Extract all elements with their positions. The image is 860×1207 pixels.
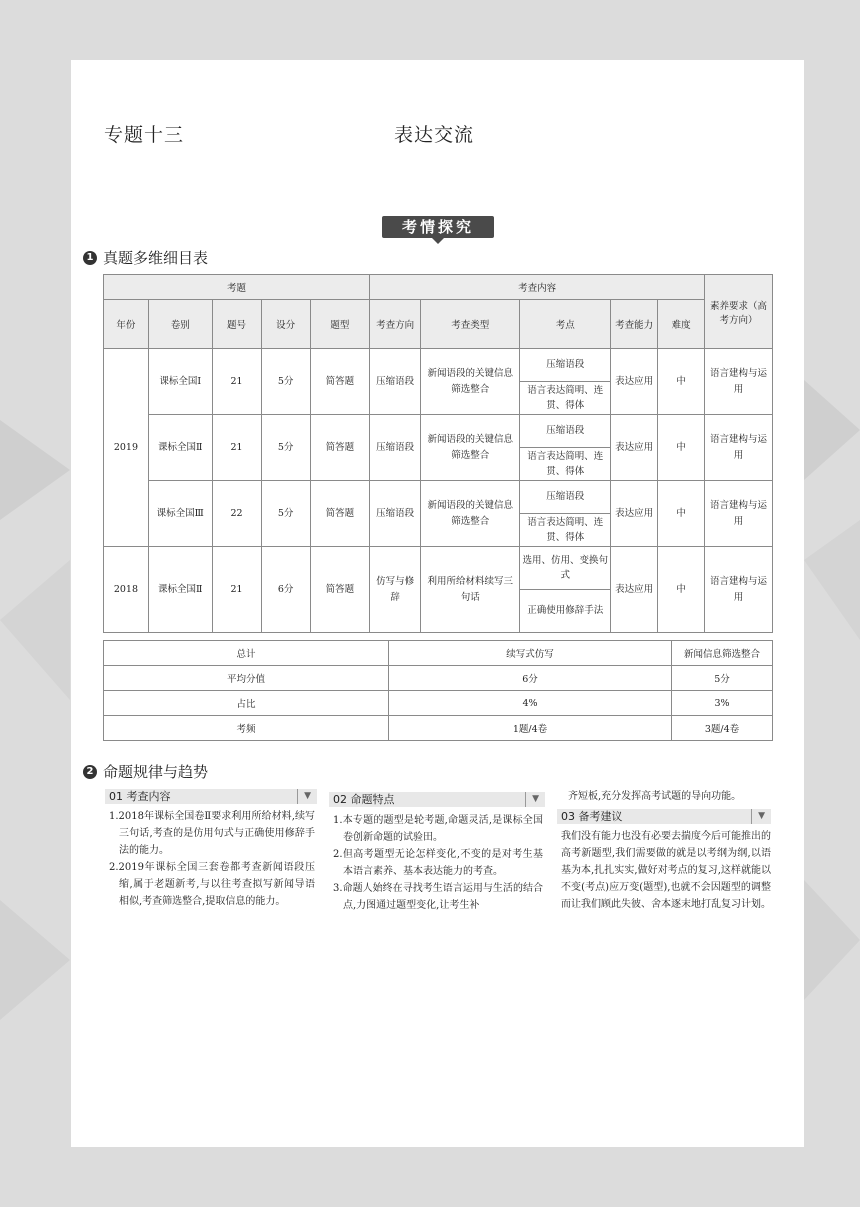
- header-type: 题型: [310, 300, 369, 349]
- triangle-down-icon: ▼: [297, 789, 311, 804]
- list-item: 2.2019年课标全国三套卷都考查新闻语段压缩,属于老题新考,与以往考查拟写新闻导语相似,考查筛选整合,提取信息的能力。: [109, 862, 315, 907]
- page-title: 表达交流: [394, 124, 475, 146]
- header-year: 年份: [104, 300, 149, 349]
- subsection-title: 考查内容: [126, 790, 171, 803]
- summary-row: [104, 691, 773, 716]
- summary-row: [104, 666, 773, 691]
- cell-score: 5分: [261, 481, 310, 547]
- topic-label: 专题十三: [104, 124, 185, 146]
- exam-detail-table: [103, 274, 773, 633]
- list-item: 2.但高考题型无论怎样变化,不变的是对考生基本语言素养、基本表达能力的考查。: [333, 849, 543, 877]
- cell-type: 简答题: [310, 481, 369, 547]
- summary-value: 续写式仿写: [389, 641, 672, 666]
- cell-no: 21: [212, 349, 261, 415]
- cell-no: 22: [212, 481, 261, 547]
- cell-score: 6分: [261, 547, 310, 633]
- cell-point: 语言表达简明、连贯、得体: [520, 514, 611, 547]
- cell-kind: 新闻语段的关键信息筛选整合: [421, 349, 520, 415]
- summary-value: 5分: [672, 666, 773, 691]
- section-number-badge: 1: [83, 251, 97, 265]
- subsection-number: 02: [333, 793, 347, 806]
- header-points: 考点: [520, 300, 611, 349]
- cell-difficulty: 中: [658, 349, 705, 415]
- subsection-02-body: [333, 812, 543, 914]
- cell-year: 2018: [104, 547, 149, 633]
- cell-direction: 仿写与修辞: [370, 547, 421, 633]
- table-row: [104, 481, 773, 514]
- summary-value: 3题/4卷: [672, 716, 773, 741]
- header-direction: 考查方向: [370, 300, 421, 349]
- cell-ability: 表达应用: [611, 349, 658, 415]
- cell-no: 21: [212, 547, 261, 633]
- group-header-exam: 考题: [104, 275, 370, 300]
- cell-point: 压缩语段: [520, 481, 611, 514]
- cell-type: 简答题: [310, 547, 369, 633]
- cell-quality: 语言建构与运用: [705, 415, 773, 481]
- cell-score: 5分: [261, 415, 310, 481]
- cell-year: 2019: [104, 349, 149, 547]
- subsection-03-body: 我们没有能力也没有必要去揣度今后可能推出的高考新题型,我们需要做的就是以考纲为纲,以语基为本,扎扎实实,做好对考点的复习,这样就能以不变(考点)应万变(题型),也就不会因题型的调整而让我们顾此失彼、舍本逐末地打乱复习计划。: [561, 831, 771, 910]
- header-paper: 卷别: [148, 300, 212, 349]
- header-score: 设分: [261, 300, 310, 349]
- list-item: 1.2018年课标全国卷Ⅱ要求利用所给材料,续写三句话,考查的是仿用句式与正确使用修辞手法的能力。: [109, 811, 315, 856]
- summary-label: 总计: [104, 641, 389, 666]
- cell-direction: 压缩语段: [370, 481, 421, 547]
- table-row: [104, 415, 773, 448]
- cell-paper: 课标全国Ⅲ: [148, 481, 212, 547]
- cell-direction: 压缩语段: [370, 415, 421, 481]
- cell-point: 压缩语段: [520, 415, 611, 448]
- summary-table: [103, 640, 773, 741]
- summary-value: 1题/4卷: [389, 716, 672, 741]
- section-2-title: 命题规律与趋势: [103, 763, 209, 781]
- summary-label: 占比: [104, 691, 389, 716]
- cell-kind: 新闻语段的关键信息筛选整合: [421, 415, 520, 481]
- list-item: 1.本专题的题型是轮考题,命题灵活,是课标全国卷创新命题的试验田。: [333, 815, 543, 843]
- cell-ability: 表达应用: [611, 415, 658, 481]
- cell-paper: 课标全国Ⅱ: [148, 547, 212, 633]
- cell-score: 5分: [261, 349, 310, 415]
- subsection-number: 01: [109, 790, 123, 803]
- summary-value: 4%: [389, 691, 672, 716]
- cell-quality: 语言建构与运用: [705, 547, 773, 633]
- cell-direction: 压缩语段: [370, 349, 421, 415]
- subsection-title: 备考建议: [578, 810, 623, 823]
- triangle-down-icon: ▼: [525, 792, 539, 807]
- cell-no: 21: [212, 415, 261, 481]
- header-quality: 素养要求（高考方向）: [705, 275, 773, 349]
- cell-point: 语言表达简明、连贯、得体: [520, 382, 611, 415]
- summary-row: [104, 716, 773, 741]
- section-1-title: 真题多维细目表: [103, 249, 209, 267]
- cell-difficulty: 中: [658, 481, 705, 547]
- cell-kind: 新闻语段的关键信息筛选整合: [421, 481, 520, 547]
- header-kind: 考查类型: [421, 300, 520, 349]
- table-row: [104, 349, 773, 382]
- cell-point: 选用、仿用、变换句式: [520, 547, 611, 590]
- cell-difficulty: 中: [658, 547, 705, 633]
- header-no: 题号: [212, 300, 261, 349]
- page: [71, 60, 804, 1147]
- section-1-heading: [83, 247, 208, 268]
- cell-type: 简答题: [310, 349, 369, 415]
- summary-value: 6分: [389, 666, 672, 691]
- cell-kind: 利用所给材料续写三句话: [421, 547, 520, 633]
- cell-point: 语言表达简明、连贯、得体: [520, 448, 611, 481]
- subsection-02-continuation: 齐短板,充分发挥高考试题的导向功能。: [568, 791, 742, 802]
- cell-point: 压缩语段: [520, 349, 611, 382]
- section-2-heading: [83, 761, 208, 782]
- triangle-down-icon: ▼: [751, 809, 765, 824]
- cell-ability: 表达应用: [611, 547, 658, 633]
- list-item: 3.命题人始终在寻找考生语言运用与生活的结合点,力图通过题型变化,让考生补: [333, 883, 543, 911]
- header-difficulty: 难度: [658, 300, 705, 349]
- group-header-content: 考查内容: [370, 275, 705, 300]
- summary-value: 新闻信息筛选整合: [672, 641, 773, 666]
- subsection-01-header: [105, 789, 317, 804]
- cell-paper: 课标全国Ⅱ: [148, 415, 212, 481]
- summary-row: [104, 641, 773, 666]
- cell-type: 简答题: [310, 415, 369, 481]
- subsection-number: 03: [561, 810, 575, 823]
- cell-quality: 语言建构与运用: [705, 481, 773, 547]
- cell-point: 正确使用修辞手法: [520, 590, 611, 633]
- summary-value: 3%: [672, 691, 773, 716]
- subsection-01-body: [109, 808, 315, 910]
- cell-ability: 表达应用: [611, 481, 658, 547]
- summary-label: 平均分值: [104, 666, 389, 691]
- section-number-badge: 2: [83, 765, 97, 779]
- cell-difficulty: 中: [658, 415, 705, 481]
- section-banner: 考情探究: [382, 216, 494, 238]
- table-row: [104, 547, 773, 590]
- subsection-title: 命题特点: [350, 793, 395, 806]
- cell-quality: 语言建构与运用: [705, 349, 773, 415]
- cell-paper: 课标全国Ⅰ: [148, 349, 212, 415]
- subsection-02-header: [329, 792, 545, 807]
- subsection-03-header: [557, 809, 771, 824]
- summary-label: 考频: [104, 716, 389, 741]
- header-ability: 考查能力: [611, 300, 658, 349]
